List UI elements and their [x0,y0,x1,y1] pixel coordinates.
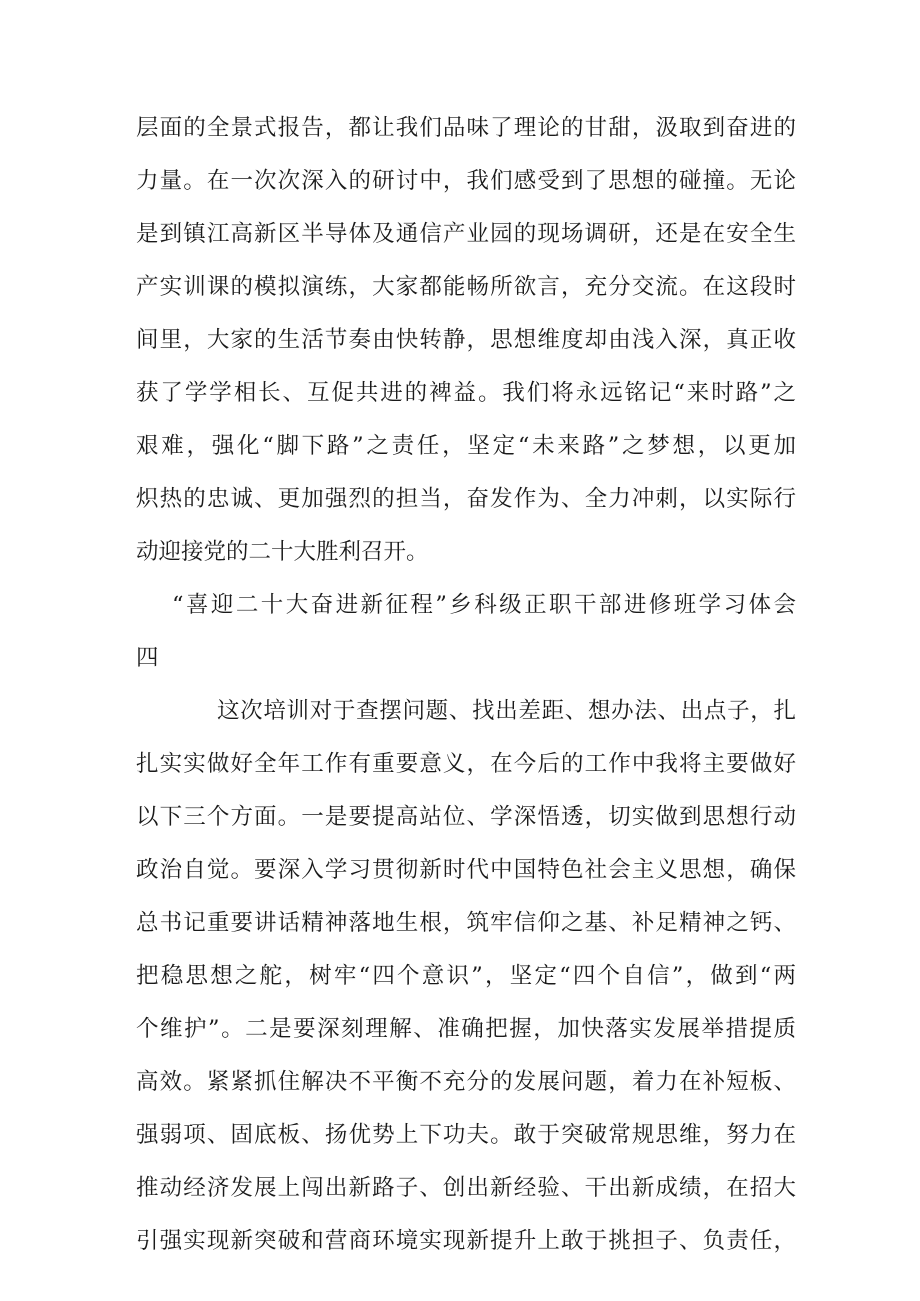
paragraph-1-line: 力量。在一次次深入的研讨中，我们感受到了思想的碰撞。无论 [136,168,796,194]
paragraph-2-line: 把稳思想之舵，树牢“四个意识”，坚定“四个自信”，做到“两 [136,963,796,989]
paragraph-1-line: 获了学学相长、互促共进的裨益。我们将永远铭记“来时路”之 [136,380,796,406]
paragraph-2-line: 总书记重要讲话精神落地生根，筑牢信仰之基、补足精神之钙、 [136,910,796,936]
paragraph-1-line: 层面的全景式报告，都让我们品味了理论的甘甜，汲取到奋进的 [136,115,796,141]
paragraph-2-line: 扎实实做好全年工作有重要意义，在今后的工作中我将主要做好 [136,751,796,777]
paragraph-2-line: 推动经济发展上闯出新路子、创出新经验、干出新成绩，在招大 [136,1175,796,1201]
paragraph-1-line: 是到镇江高新区半导体及通信产业园的现场调研，还是在安全生 [136,221,796,247]
paragraph-1-line: 间里，大家的生活节奏由快转静，思想维度却由浅入深，真正收 [136,327,796,353]
section-title-line: “喜迎二十大奋进新征程”乡科级正职干部进修班学习体会 [172,592,796,618]
paragraph-2-line: 个维护”。二是要深刻理解、准确把握，加快落实发展举措提质 [136,1016,796,1042]
paragraph-1-line: 产实训课的模拟演练，大家都能畅所欲言，充分交流。在这段时 [136,274,796,300]
paragraph-1-line: 动迎接党的二十大胜利召开。 [136,539,429,565]
paragraph-2-line: 这次培训对于查摆问题、找出差距、想办法、出点子，扎 [217,698,796,724]
section-title-line: 四 [136,645,159,671]
paragraph-1-line: 炽热的忠诚、更加强烈的担当，奋发作为、全力冲刺，以实际行 [136,486,796,512]
paragraph-2-line: 引强实现新突破和营商环境实现新提升上敢于挑担子、负责任， [136,1228,796,1254]
paragraph-1-line: 艰难，强化“脚下路”之责任，坚定“未来路”之梦想，以更加 [136,433,796,459]
paragraph-2-line: 强弱项、固底板、扬优势上下功夫。敢于突破常规思维，努力在 [136,1122,796,1148]
paragraph-2-line: 政治自觉。要深入学习贯彻新时代中国特色社会主义思想，确保 [136,857,796,883]
paragraph-2-line: 高效。紧紧抓住解决不平衡不充分的发展问题，着力在补短板、 [136,1069,796,1095]
paragraph-2-line: 以下三个方面。一是要提高站位、学深悟透，切实做到思想行动 [136,804,796,830]
